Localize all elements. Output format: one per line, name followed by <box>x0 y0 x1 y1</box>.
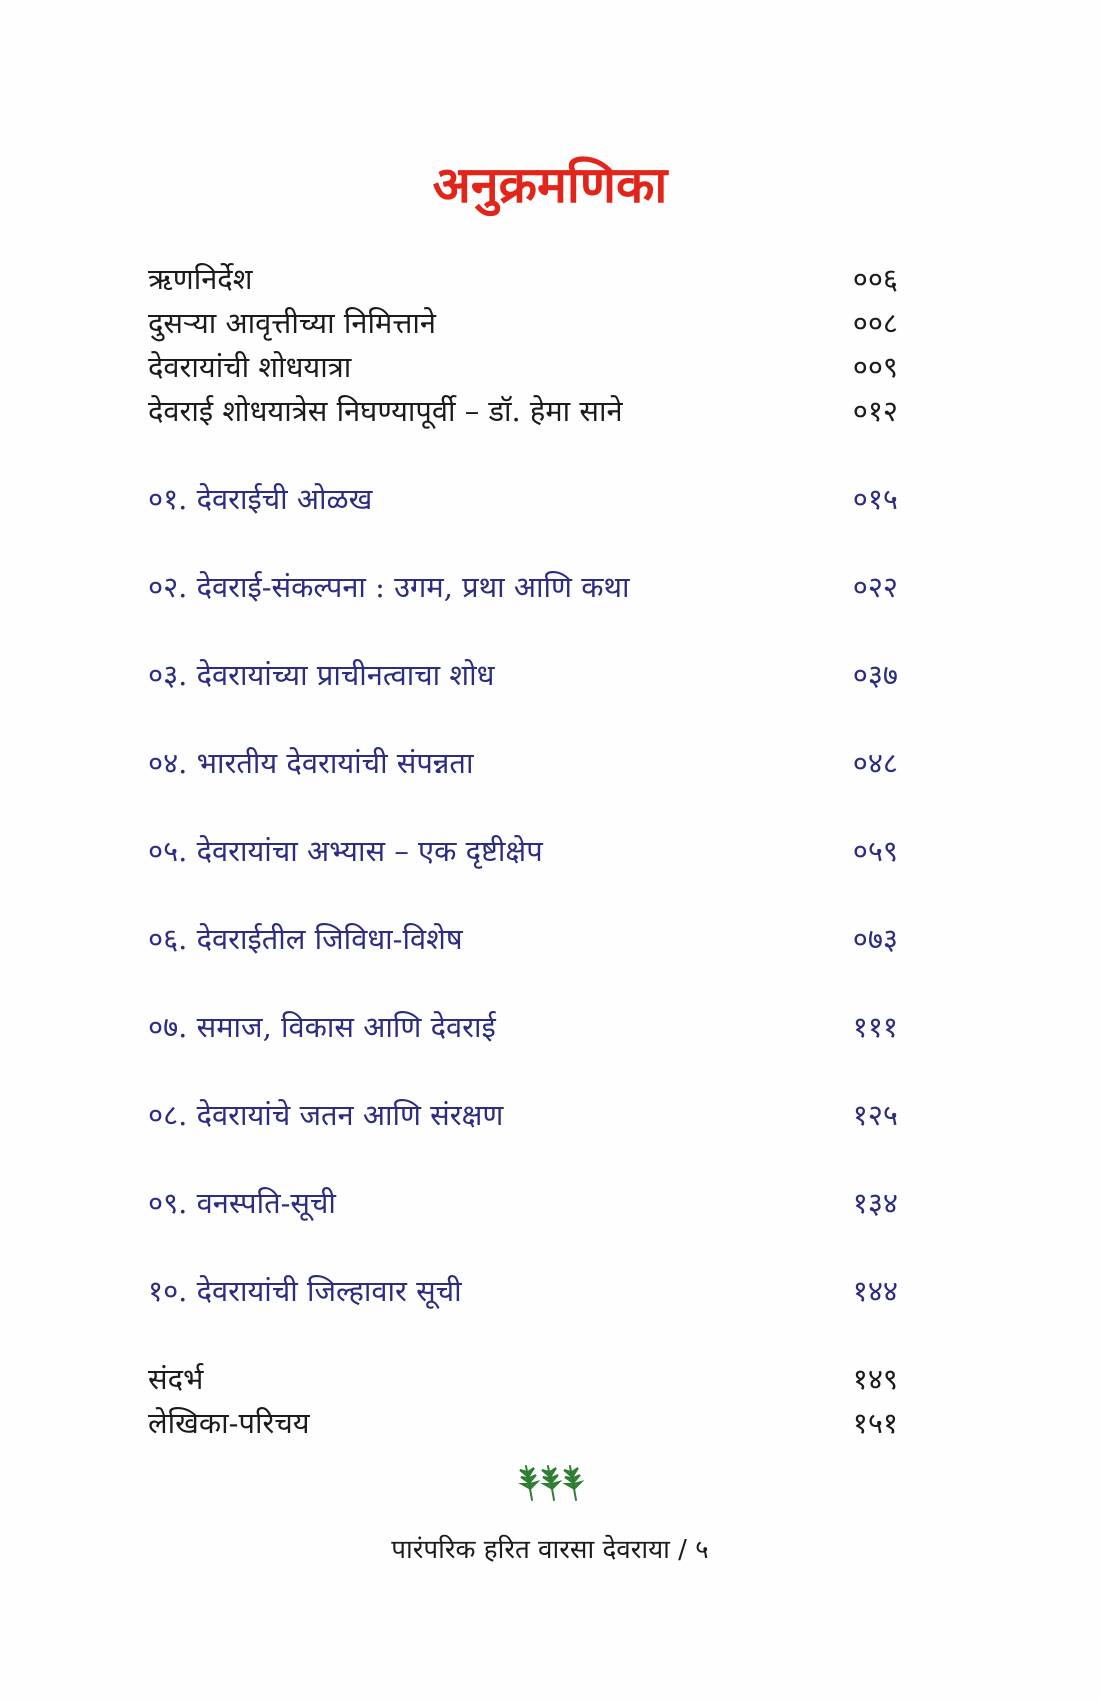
toc-entry-front-2[interactable] <box>148 302 898 342</box>
toc-entry-chapter-10[interactable] <box>148 1270 898 1310</box>
toc-entry-label: ०४. भारतीय देवरायांची संपन्नता <box>148 745 474 780</box>
toc-entry-label: १०. देवरायांची जिल्हावार सूची <box>148 1273 462 1308</box>
toc-entry-chapter-03[interactable] <box>148 654 898 694</box>
toc-entry-front-3[interactable] <box>148 346 898 386</box>
page-title: अनुक्रमणिका <box>432 156 668 214</box>
toc-entry-page: ०५९ <box>852 833 898 868</box>
toc-entry-front-1[interactable] <box>148 258 898 298</box>
toc-entry-label: ०६. देवराईतील जिविधा-विशेष <box>148 921 463 956</box>
toc-entry-page: ००६ <box>852 261 898 296</box>
toc-entry-chapter-08[interactable] <box>148 1094 898 1134</box>
toc-entry-label: दुसऱ्या आवृत्तीच्या निमित्ताने <box>148 305 436 340</box>
toc-entry-back-2[interactable] <box>148 1402 898 1442</box>
toc-entry-page: ०४८ <box>852 745 898 780</box>
toc-entry-label: ०८. देवरायांचे जतन आणि संरक्षण <box>148 1097 504 1132</box>
toc-entry-page: ००९ <box>852 349 898 384</box>
toc-entry-page: ००८ <box>852 305 898 340</box>
leaf-sprigs-icon <box>0 1462 1100 1506</box>
toc-entry-page: १२५ <box>852 1097 898 1132</box>
toc-entry-label: ०२. देवराई-संकल्पना : उगम, प्रथा आणि कथा <box>148 569 630 604</box>
toc-entry-page: ०७३ <box>852 921 898 956</box>
toc-entry-label: देवराई शोधयात्रेस निघण्यापूर्वी – डॉ. हेमा साने <box>148 393 623 428</box>
page-footer: पारंपरिक हरित वारसा देवराया / ५ <box>391 1535 709 1565</box>
toc-entry-chapter-09[interactable] <box>148 1182 898 1222</box>
toc-entry-label: ०३. देवरायांच्या प्राचीनत्वाचा शोध <box>148 657 495 692</box>
toc-entry-label: संदर्भ <box>148 1361 204 1396</box>
toc-entry-chapter-07[interactable] <box>148 1006 898 1046</box>
toc-entry-chapter-06[interactable] <box>148 918 898 958</box>
toc-entry-chapter-05[interactable] <box>148 830 898 870</box>
toc-entry-label: ०९. वनस्पति-सूची <box>148 1185 336 1220</box>
toc-entry-page: ०१५ <box>852 481 898 516</box>
toc-entry-page: ०१२ <box>852 393 898 428</box>
toc-entry-page: १३४ <box>852 1185 898 1220</box>
toc-entry-label: ०७. समाज, विकास आणि देवराई <box>148 1009 496 1044</box>
toc-entry-page: १४९ <box>852 1361 898 1396</box>
toc-entry-label: ०५. देवरायांचा अभ्यास – एक दृष्टीक्षेप <box>148 833 543 868</box>
toc-entry-page: १४४ <box>852 1273 898 1308</box>
toc-entry-page: ०२२ <box>852 569 898 604</box>
toc-entry-front-4[interactable] <box>148 390 898 430</box>
toc-entry-chapter-01[interactable] <box>148 478 898 518</box>
toc-entry-label: ऋणनिर्देश <box>148 261 253 296</box>
toc-entry-page: ०३७ <box>852 657 898 692</box>
toc-entry-label: ०१. देवराईची ओळख <box>148 481 373 516</box>
toc-entry-label: देवरायांची शोधयात्रा <box>148 349 352 384</box>
toc-entry-chapter-04[interactable] <box>148 742 898 782</box>
toc-entry-chapter-02[interactable] <box>148 566 898 606</box>
toc-entry-label: लेखिका-परिचय <box>148 1405 310 1440</box>
toc-entry-page: १५१ <box>852 1405 898 1440</box>
toc-entry-page: १११ <box>852 1009 898 1044</box>
toc-entry-back-1[interactable] <box>148 1358 898 1398</box>
